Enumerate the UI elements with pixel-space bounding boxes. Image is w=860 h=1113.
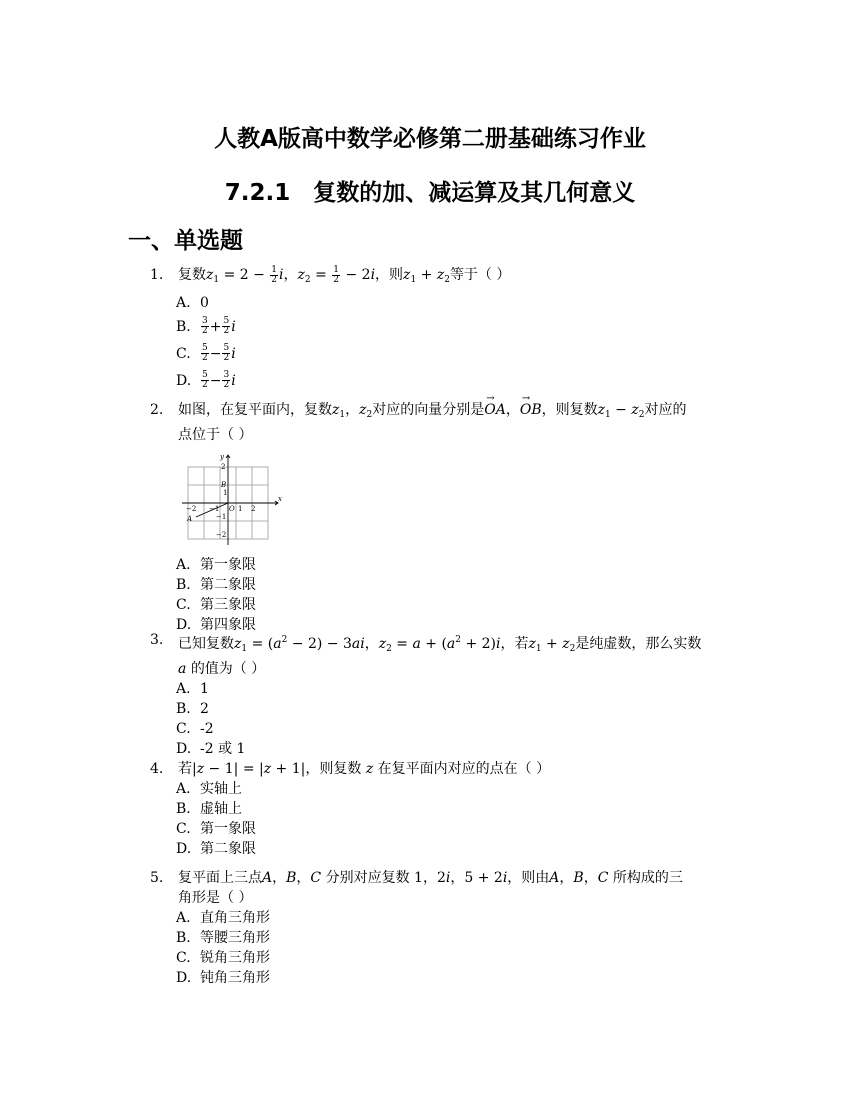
question-stem: 复数$z_1 = 2$ − $\frac{1}{2}$ i，$z_2$ = $\frac{1}{2}$ − 2i，则$z_1 + z_2$等于（ ） bbox=[178, 264, 511, 285]
tick-label: −1 bbox=[216, 513, 227, 521]
document-subtitle: 7.2.1 复数的加、减运算及其几何意义 bbox=[224, 180, 636, 206]
complex-plane-graph bbox=[178, 449, 288, 547]
tick-label: −1 bbox=[209, 505, 220, 513]
tick-label: 1 bbox=[238, 505, 243, 513]
tick-label: −2 bbox=[186, 505, 197, 513]
question-stem: 若|z − 1| = |z + 1|，则复数 z 在复平面内对应的点在（ ） bbox=[178, 761, 551, 777]
option-c: C. 锐角三角形 bbox=[176, 950, 270, 966]
question-number: 3. bbox=[150, 632, 164, 648]
option-d: D. 第二象限 bbox=[176, 841, 256, 857]
option-b: B. 第二象限 bbox=[176, 577, 256, 593]
y-axis-label: y bbox=[220, 453, 224, 461]
question-number: 5. bbox=[150, 870, 164, 886]
option-c: C. $\frac{5}{2}$ − $\frac{5}{2}$ i bbox=[176, 343, 236, 363]
tick-label: 2 bbox=[221, 463, 226, 471]
question-stem: 已知复数$z_1 = (a^2 - 2) - 3ai$，$z_2 = a + (a^2 + 2)i$，若$z_1 + z_2$是纯虚数，那么实数 a 的值为（ ） bbox=[178, 635, 702, 677]
option-a: A. 第一象限 bbox=[176, 557, 256, 573]
option-d: D. -2 或 1 bbox=[176, 741, 246, 757]
question-number: 4. bbox=[150, 761, 164, 777]
option-a: A. 实轴上 bbox=[176, 781, 242, 797]
question-stem: 复平面上三点A，B，C 分别对应复数 1，2i，5 + 2i，则由A，B，C 所构成的三 角形是（ ） bbox=[178, 870, 683, 906]
option-b: B. 2 bbox=[176, 701, 209, 717]
x-axis-label: x bbox=[278, 495, 282, 503]
tick-label: 2 bbox=[251, 505, 256, 513]
option-d: D. 钝角三角形 bbox=[176, 970, 270, 986]
question-3 bbox=[150, 630, 730, 759]
option-c: C. -2 bbox=[176, 721, 214, 737]
document-title: 人教A版高中数学必修第二册基础练习作业 bbox=[214, 126, 646, 152]
option-b: B. $\frac{3}{2}$ + $\frac{5}{2}$ i bbox=[176, 316, 236, 336]
question-number: 1. bbox=[150, 267, 164, 283]
option-c: C. 第三象限 bbox=[176, 597, 256, 613]
option-d: D. 第四象限 bbox=[176, 617, 256, 633]
point-a-label: A bbox=[187, 515, 193, 523]
tick-label: −2 bbox=[216, 531, 227, 539]
tick-label: 1 bbox=[223, 489, 228, 497]
option-a: A. 1 bbox=[176, 681, 209, 697]
complex-plane-figure bbox=[178, 449, 730, 553]
option-a: A. 0 bbox=[176, 295, 209, 311]
option-c: C. 第一象限 bbox=[176, 821, 256, 837]
question-1 bbox=[150, 265, 730, 394]
option-d: D. $\frac{5}{2}$ − $\frac{3}{2}$ i bbox=[176, 370, 236, 390]
option-b: B. 虚轴上 bbox=[176, 801, 242, 817]
point-b-label: B bbox=[221, 481, 227, 489]
question-2 bbox=[150, 400, 730, 635]
question-number: 2. bbox=[150, 402, 164, 418]
origin-label: O bbox=[229, 505, 235, 513]
question-4 bbox=[150, 759, 730, 859]
question-5 bbox=[150, 868, 730, 988]
question-stem: 如图，在复平面内，复数$z_1$，$z_2$对应的向量分别是→ OA，→ OB，则复数$z_1 - z_2$对应的 点位于（ ） bbox=[178, 400, 730, 445]
option-a: A. 直角三角形 bbox=[176, 910, 270, 926]
option-b: B. 等腰三角形 bbox=[176, 930, 270, 946]
section-heading: 一、单选题 bbox=[128, 228, 243, 254]
